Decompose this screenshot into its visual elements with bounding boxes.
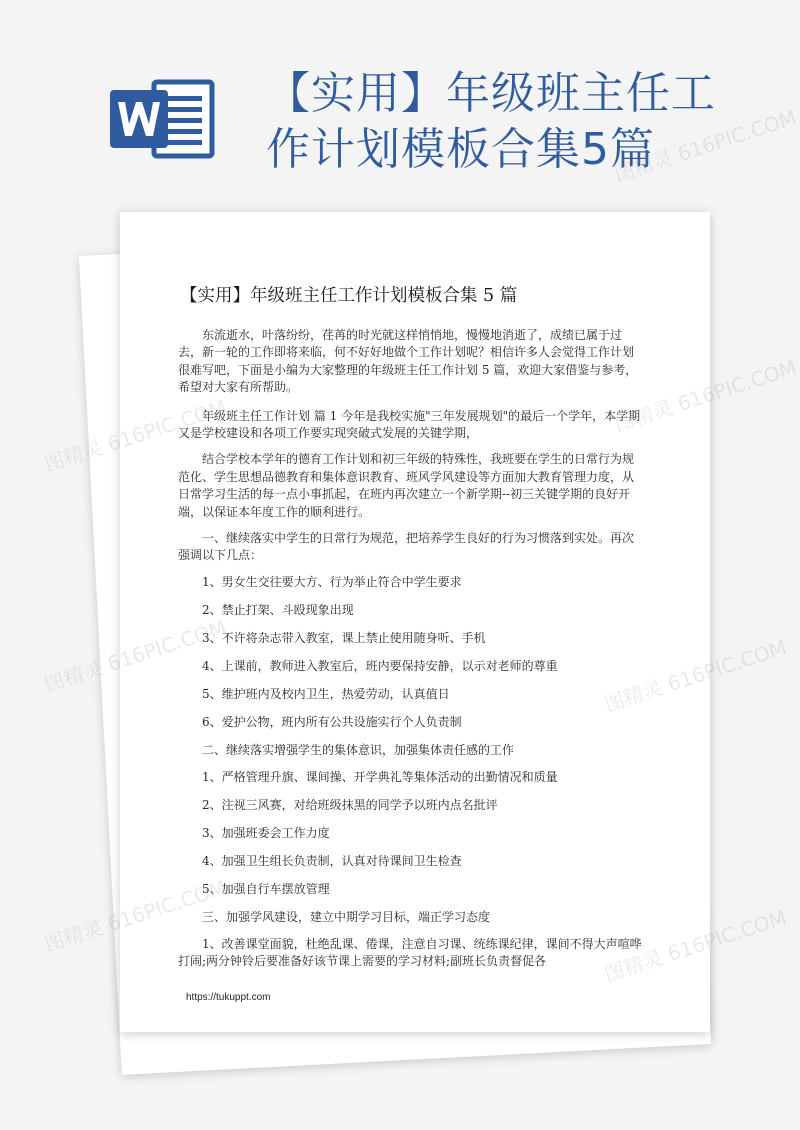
document-title: 【实用】年级班主任工作计划模板合集 5 篇 [180, 286, 518, 306]
banner-title: 【实用】年级班主任工作计划模板合集5篇 [266, 68, 716, 175]
document-page [120, 212, 710, 1032]
watermark: 图精灵 616PIC.COM [611, 105, 800, 187]
list-item: 1、男女生交往要大方、行为举止符合中学生要求 [202, 574, 462, 589]
watermark: 图精灵 616PIC.COM [41, 875, 230, 957]
section2-heading: 二、继续落实增强学生的集体意识，加强集体责任感的工作 [202, 743, 515, 758]
section1-heading: 一、继续落实中学生的日常行为规范，把培养学生良好的行为习惯落到实处。再次强调以下几点： [178, 531, 635, 563]
footer-url: https://tukuppt.com [186, 992, 271, 1003]
watermark: 图精灵 616PIC.COM [601, 905, 790, 987]
section3-heading: 三、加强学风建设，建立中期学习目标，端正学习态度 [202, 910, 491, 925]
watermark: 图精灵 616PIC.COM [41, 395, 230, 477]
watermark: 图精灵 616PIC.COM [41, 615, 230, 697]
list-item: 3、不许将杂志带入教室，课上禁止使用随身听、手机 [202, 630, 486, 645]
plan1-intro-paragraph: 年级班主任工作计划 篇 1 今年是我校实施"三年发展规划"的最后一个学年，本学期又是学校建设和各项工作要实现突破式发展的关键学期， [178, 408, 641, 441]
list-item: 2、禁止打架、斗殴现象出现 [202, 602, 354, 617]
list-item: 4、上课前，教师进入教室后，班内要保持安静，以示对老师的尊重 [202, 658, 558, 673]
watermark: 图精灵 616PIC.COM [601, 635, 790, 717]
watermark: 图精灵 616PIC.COM [611, 355, 800, 437]
document-body [178, 327, 643, 981]
list-item: 5、加强自行车摆放管理 [202, 881, 330, 896]
word-document-icon [110, 74, 218, 164]
intro-paragraph: 东流逝水，叶落纷纷，荏苒的时光就这样悄悄地，慢慢地消逝了，成绩已属于过去，新一轮的工作即将来临，何不好好地做个工作计划呢？相信许多人会觉得工作计划很难写吧，下面是小编为大家整理的年级班主任工作计划 5 篇，欢迎大家借鉴与参考，希望对大家有所帮助。 [178, 328, 638, 395]
list-item: 3、加强班委会工作力度 [202, 825, 330, 840]
list-item: 2、注视三风赛，对给班级抹黑的同学予以班内点名批评 [202, 797, 498, 812]
list-item: 1、改善课堂面貌，杜绝乱课、倦课，注意自习课、统练课纪律，课间不得大声喧哗打闹;两分钟铃后要准备好该节课上需要的学习材料;副班长负责督促各 [178, 936, 642, 968]
list-item: 1、严格管理升旗、课间操、开学典礼等集体活动的出勤情况和质量 [202, 769, 558, 784]
plan1-context-paragraph: 结合学校本学年的德育工作计划和初三年级的特殊性，我班要在学生的日常行为规范化、学生思想品德教育和集体意识教育、班风学风建设等方面加大教育管理力度，从日常学习生活的每一点小事抓起，在班内再次建立一个新学期--初三关键学期的良好开端，以保证本年度工作的顺利进行。 [178, 452, 635, 519]
list-item: 6、爱护公物，班内所有公共设施实行个人负责制 [202, 714, 462, 729]
list-item: 5、维护班内及校内卫生，热爱劳动，认真值日 [202, 686, 450, 701]
list-item: 4、加强卫生组长负责制，认真对待课间卫生检查 [202, 853, 462, 868]
